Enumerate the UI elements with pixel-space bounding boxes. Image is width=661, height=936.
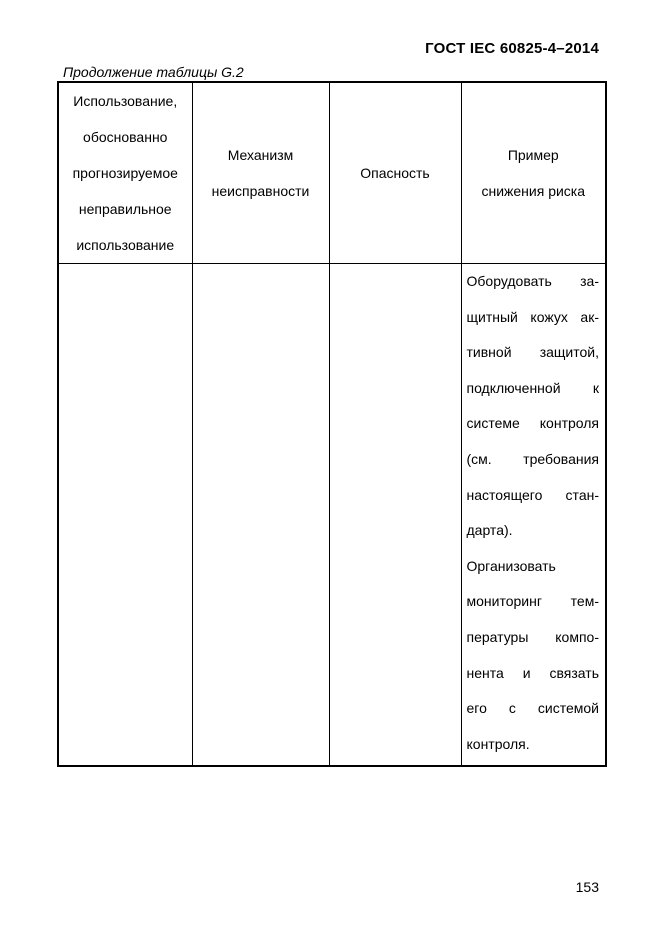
risk-text-line: Организовать: [466, 557, 556, 574]
cell-risk-reduction: [461, 264, 606, 767]
header-failure-mechanism: [192, 82, 329, 264]
header-hazard-line: Опасность: [360, 165, 430, 181]
table-row: [58, 264, 606, 767]
risk-text-line: подключенной к: [466, 379, 599, 396]
risk-text-line: мониторинг тем-: [466, 593, 599, 610]
page-number: 153: [575, 879, 599, 895]
header-hazard: [329, 82, 461, 264]
risk-text-line: тивной защитой,: [466, 344, 599, 361]
header-misuse-line: Использование,: [73, 93, 178, 109]
risk-text-line: нента и связать: [466, 664, 599, 681]
header-failure-line: Механизм: [227, 147, 294, 163]
header-misuse-line: обоснованно: [83, 129, 168, 145]
header-misuse: [58, 82, 192, 264]
risk-text-line: контроля.: [466, 735, 530, 752]
header-misuse-line: прогнозируемое: [72, 165, 178, 181]
header-misuse-line: использование: [76, 237, 175, 253]
risk-text-line: настоящего стан-: [466, 486, 599, 503]
risk-text-line: системе контроля: [466, 415, 599, 432]
standard-code: ГОСТ IEC 60825-4–2014: [425, 40, 599, 57]
risk-text-line: дарта).: [466, 522, 513, 539]
header-risk-reduction: [461, 82, 606, 264]
risk-text-line: Оборудовать за-: [466, 273, 599, 289]
header-misuse-line: неправильное: [78, 201, 172, 217]
risk-table: [57, 81, 607, 767]
risk-text-line: пературы компо-: [466, 628, 599, 645]
cell-failure-mechanism: [192, 264, 329, 767]
table-caption: Продолжение таблицы G.2: [63, 64, 244, 80]
header-risk-line: Пример: [507, 147, 559, 163]
header-risk-line: снижения риска: [481, 183, 586, 199]
risk-text-line: (см. требования: [466, 450, 599, 467]
cell-hazard: [329, 264, 461, 767]
cell-misuse: [58, 264, 192, 767]
risk-text-line: щитный кожух ак-: [466, 308, 599, 325]
table-header-row: [58, 82, 606, 264]
risk-text-line: его с системой: [466, 700, 599, 717]
header-failure-line: неисправности: [211, 183, 310, 199]
